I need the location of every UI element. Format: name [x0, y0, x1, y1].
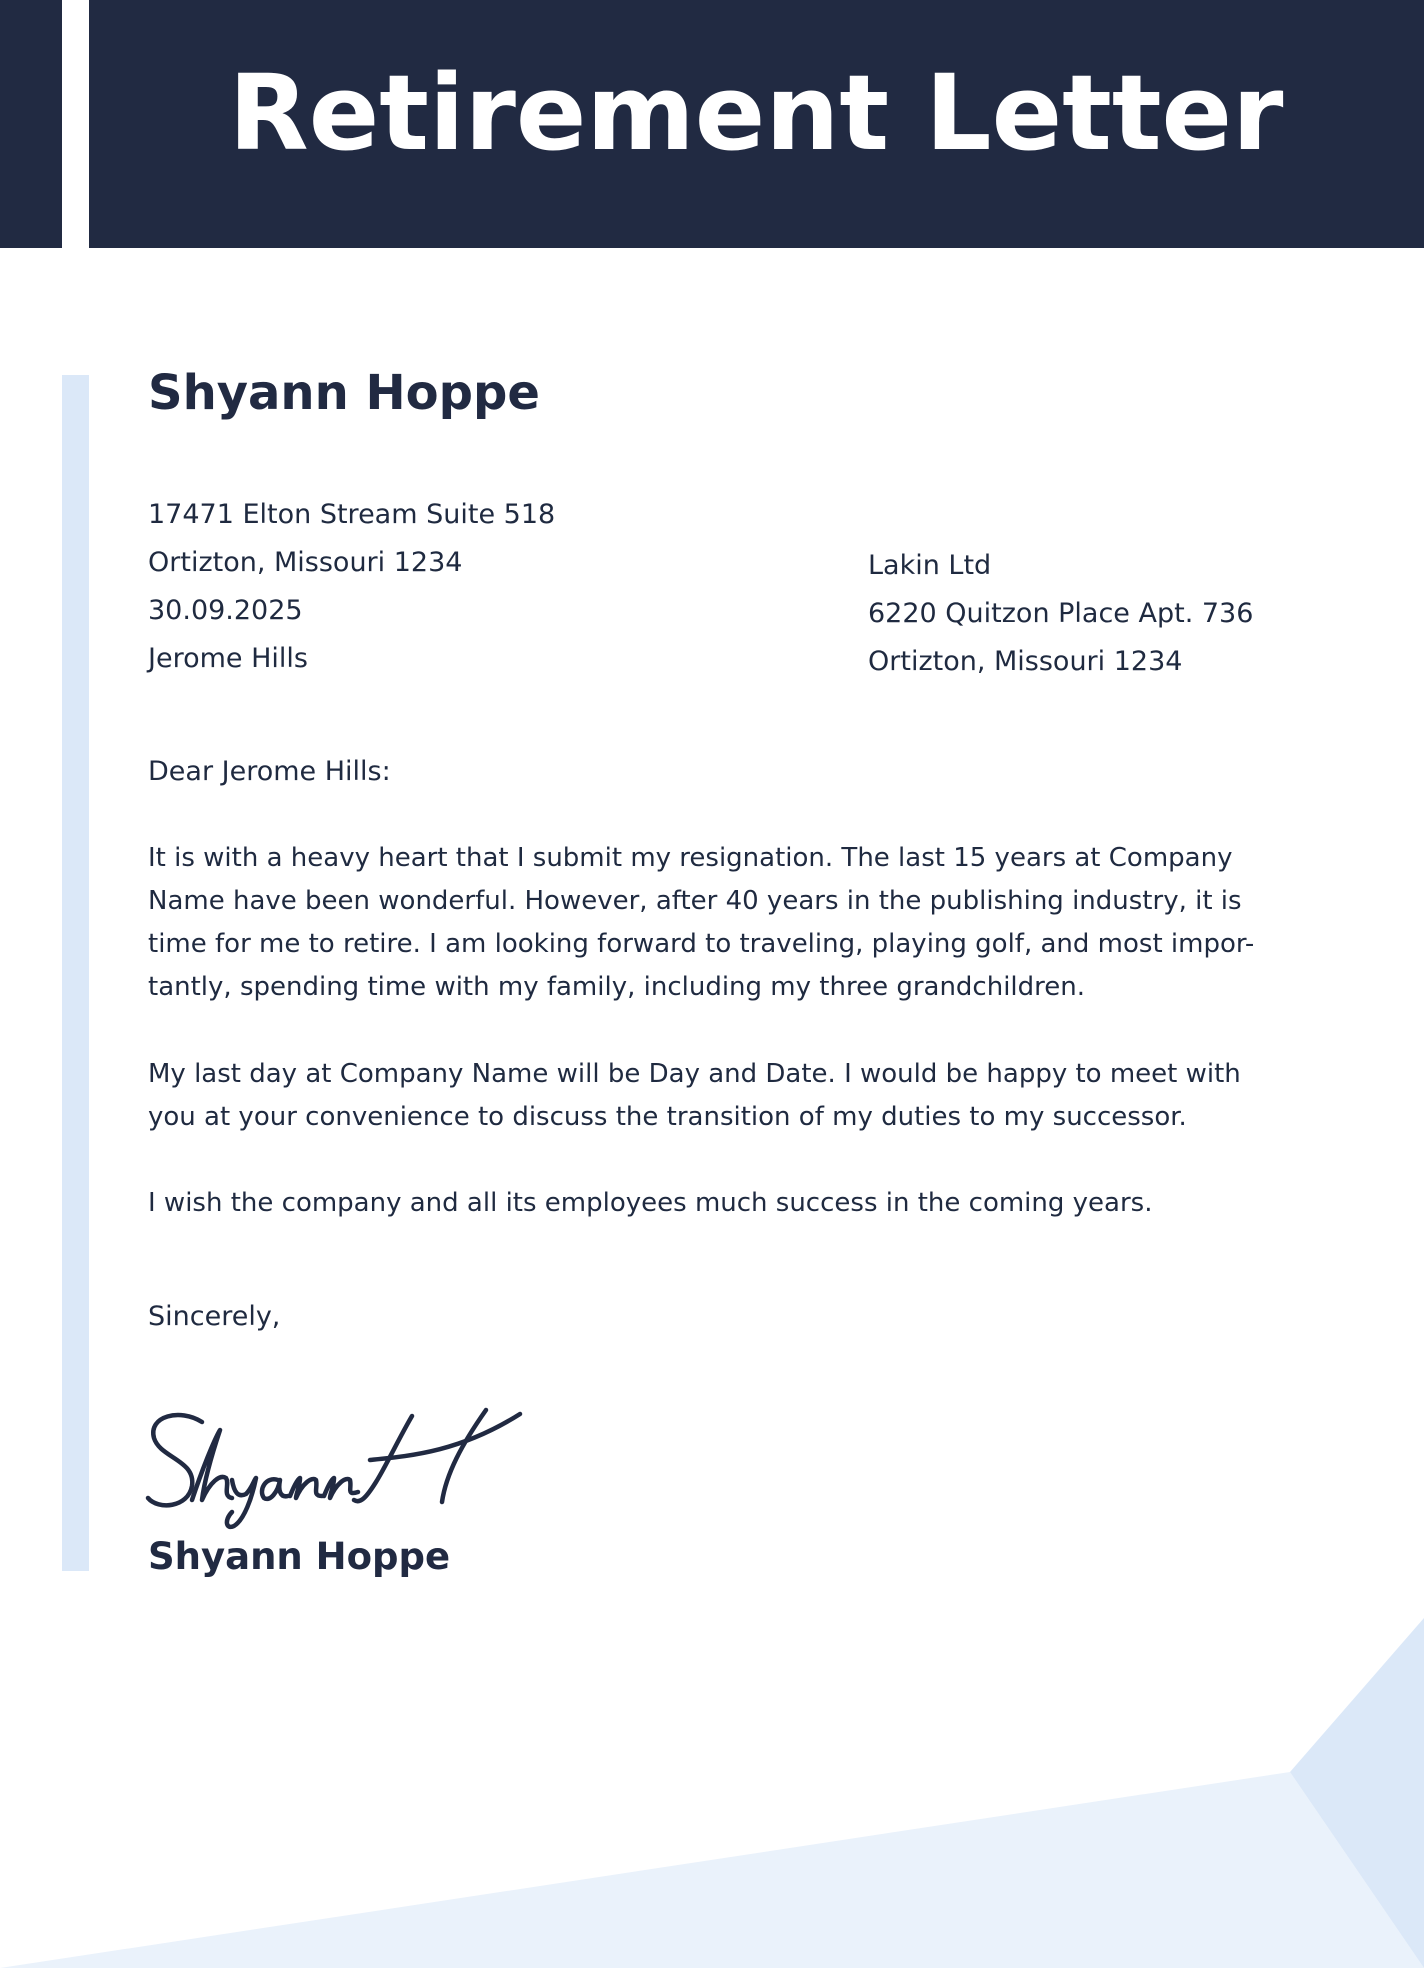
sender-address-block — [148, 491, 555, 683]
handwritten-signature — [140, 1400, 550, 1530]
letter-date: 30.09.2025 — [148, 595, 303, 626]
sender-address-line1: 17471 Elton Stream Suite 518 — [148, 499, 556, 530]
sender-address-line2: Ortizton, Missouri 1234 — [148, 547, 463, 578]
header-stripe — [62, 0, 89, 248]
signed-name: Shyann Hoppe — [148, 1535, 451, 1578]
salutation: Dear Jerome Hills: — [148, 756, 391, 787]
recipient-address-line2: Ortizton, Missouri 1234 — [868, 646, 1183, 677]
decorative-corner-shapes — [0, 1560, 1424, 1968]
body-paragraph-3: I wish the company and all its employees much success in the coming years. — [148, 1188, 1153, 1218]
document-title: Retirement Letter — [228, 52, 1284, 174]
recipient-contact-name: Jerome Hills — [148, 643, 308, 674]
recipient-company: Lakin Ltd — [868, 550, 992, 581]
body-paragraph-1: It is with a heavy heart that I submit my resignation. The last 15 years at Company Name have been wonderful. However, after 40 years in the publishing industry, it is time for me to retire. I am looking forward to traveling, playing golf, and most impor-tantly, spending time with my family, including my three grandchildren. — [148, 843, 1255, 1002]
side-accent-bar — [62, 375, 89, 1571]
recipient-address-line1: 6220 Quitzon Place Apt. 736 — [868, 598, 1254, 629]
sender-name: Shyann Hoppe — [148, 365, 540, 421]
closing: Sincerely, — [148, 1301, 281, 1332]
body-paragraph-2: My last day at Company Name will be Day and Date. I would be happy to meet with you at your convenience to discuss the transition of my duties to my successor. — [148, 1059, 1241, 1132]
recipient-address-block — [868, 542, 1253, 686]
